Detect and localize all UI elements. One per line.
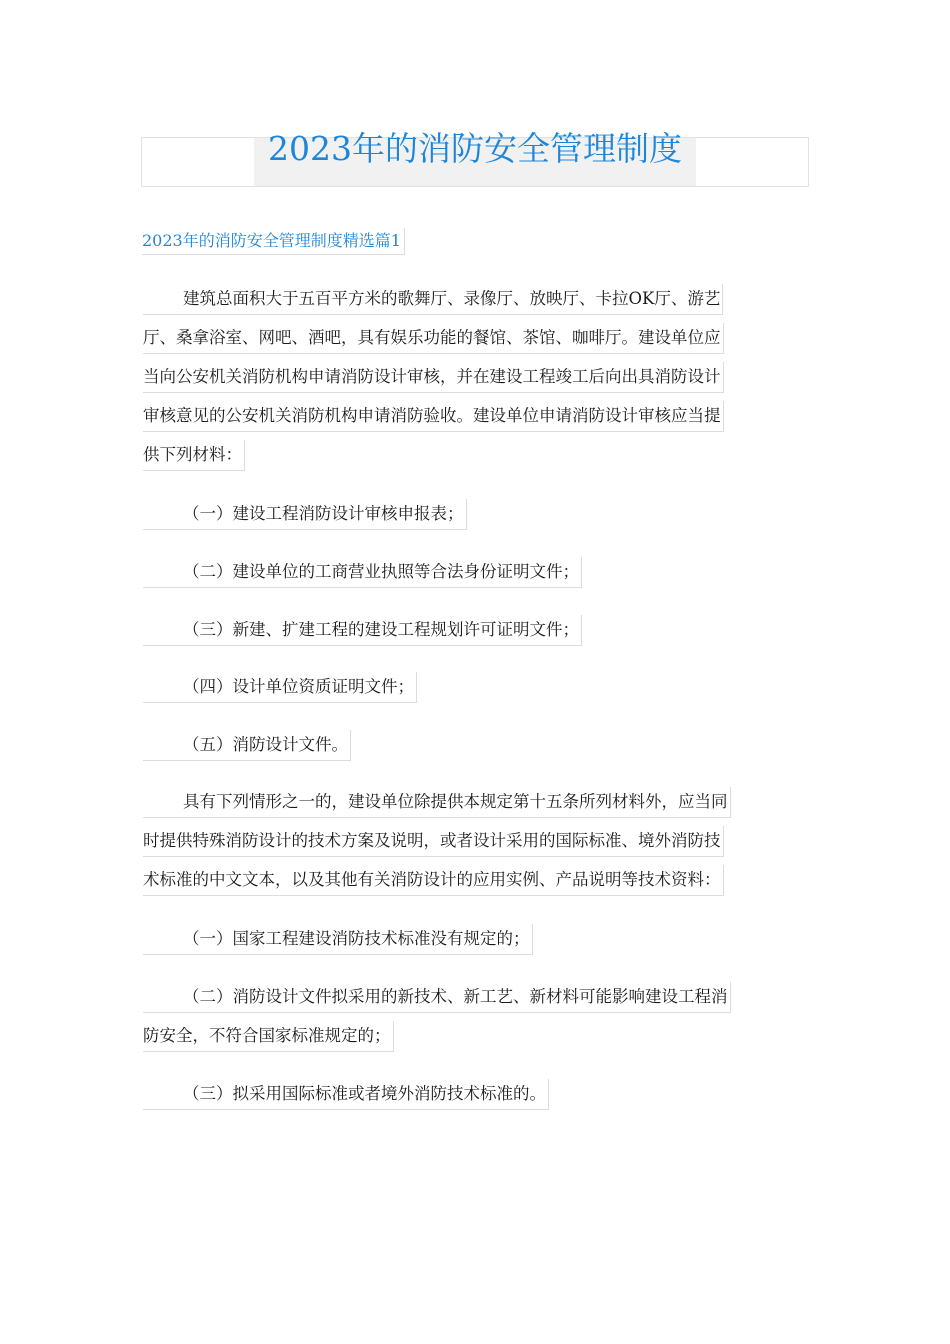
list-item-5 — [143, 725, 807, 764]
list2-item-2 — [143, 977, 807, 1055]
paragraph-line: 术标准的中文文本，以及其他有关消防设计的应用实例、产品说明等技术资料： — [143, 865, 724, 896]
section-subtitle: 2023年的消防安全管理制度精选篇1 — [142, 228, 405, 255]
list2-item-1 — [143, 919, 807, 958]
paragraph-1 — [143, 279, 807, 474]
list-item-text: （三）拟采用国际标准或者境外消防技术标准的。 — [143, 1079, 549, 1110]
paragraph-line: 当向公安机关消防机构申请消防设计审核，并在建设工程竣工后向出具消防设计 — [143, 362, 724, 393]
list-item-text: （五）消防设计文件。 — [143, 730, 351, 761]
list-item-3 — [143, 610, 807, 649]
paragraph-line: 时提供特殊消防设计的技术方案及说明，或者设计采用的国际标准、境外消防技 — [143, 826, 724, 857]
page-title: 2023年的消防安全管理制度 — [268, 129, 682, 168]
list-item-text: （三）新建、扩建工程的建设工程规划许可证明文件； — [143, 615, 582, 646]
list-item-text: （一）建设工程消防设计审核申报表； — [143, 499, 467, 530]
paragraph-2 — [143, 782, 807, 899]
paragraph-line: 建筑总面积大于五百平方米的歌舞厅、录像厅、放映厅、卡拉OK厅、游艺 — [143, 284, 723, 315]
paragraph-line: 审核意见的公安机关消防机构申请消防验收。建设单位申请消防设计审核应当提 — [143, 401, 724, 432]
list2-item-3 — [143, 1074, 807, 1113]
list-item-1 — [143, 494, 807, 533]
list-item-4 — [143, 667, 807, 706]
list-item-text: 防安全，不符合国家标准规定的； — [143, 1021, 394, 1052]
list-item-text: （四）设计单位资质证明文件； — [143, 672, 417, 703]
list-item-text: （一）国家工程建设消防技术标准没有规定的； — [143, 924, 533, 955]
paragraph-line: 具有下列情形之一的，建设单位除提供本规定第十五条所列材料外，应当同 — [143, 787, 731, 818]
list-item-2 — [143, 552, 807, 591]
list-item-text: （二）建设单位的工商营业执照等合法身份证明文件； — [143, 557, 582, 588]
list-item-text: （二）消防设计文件拟采用的新技术、新工艺、新材料可能影响建设工程消 — [143, 982, 731, 1013]
paragraph-line: 厅、桑拿浴室、网吧、酒吧，具有娱乐功能的餐馆、茶馆、咖啡厅。建设单位应 — [143, 323, 724, 354]
paragraph-line: 供下列材料： — [143, 440, 245, 471]
